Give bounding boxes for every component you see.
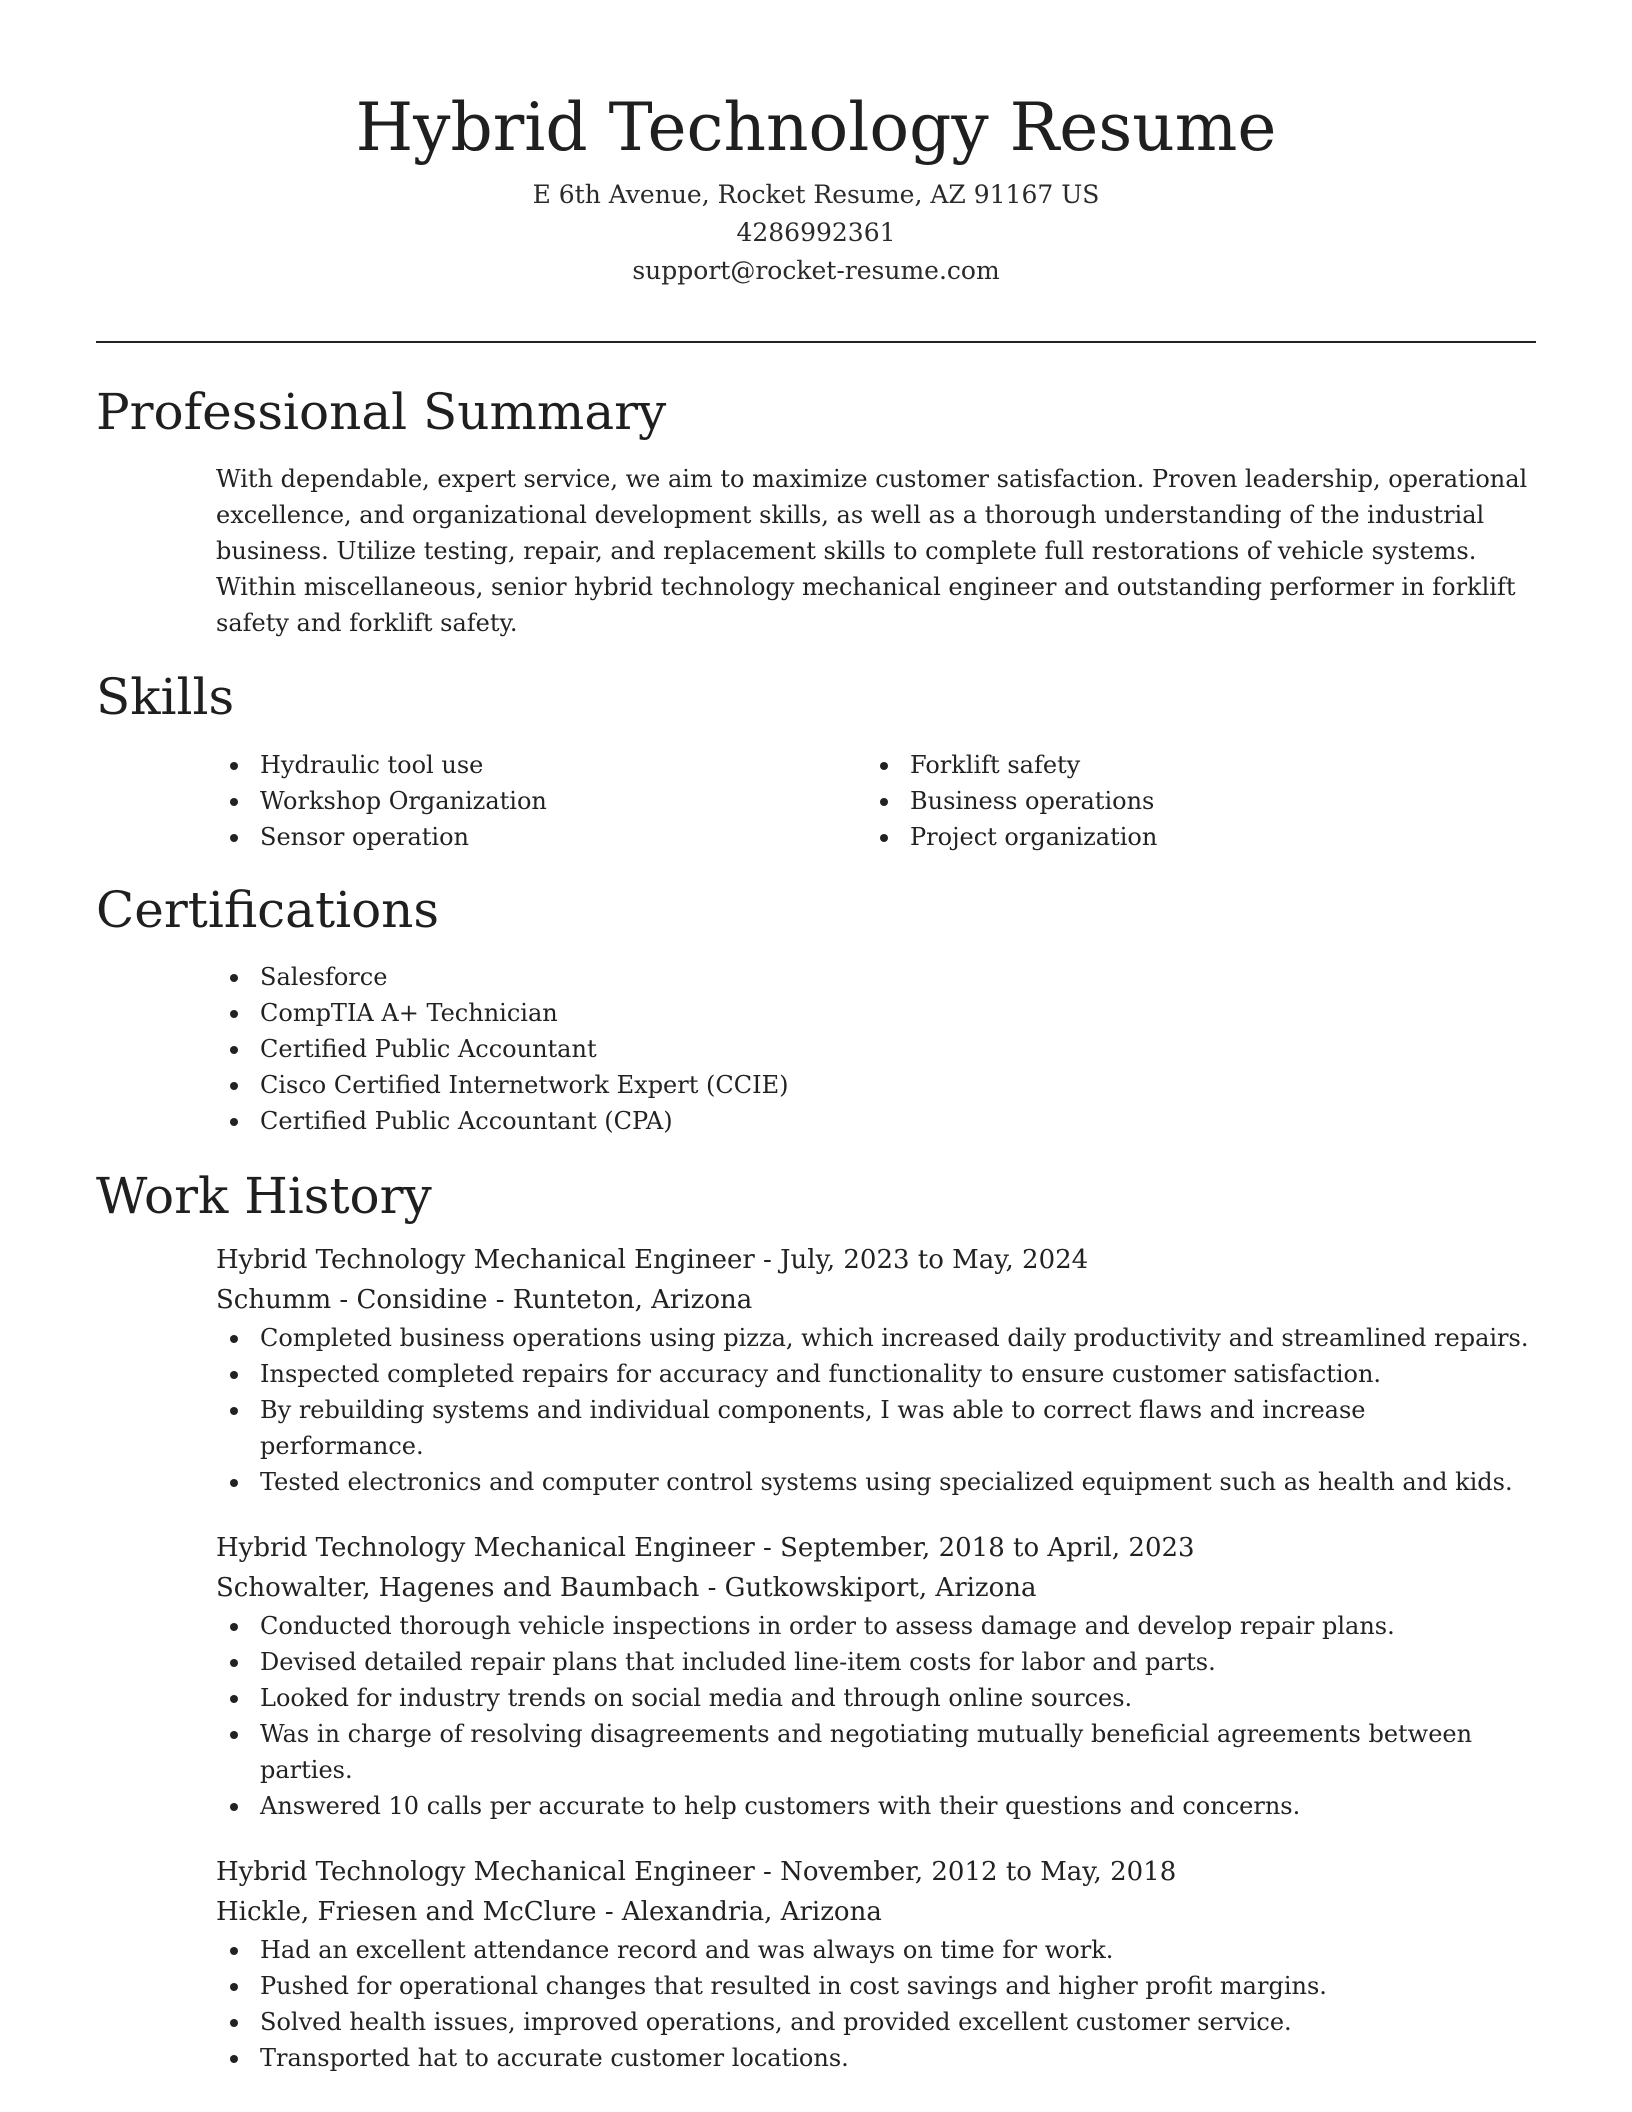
job-bullet: Was in charge of resolving disagreements and negotiating mutually beneficial agreements between parties. (216, 1716, 1536, 1788)
resume-header (96, 80, 1536, 290)
work-history-list (216, 1240, 1536, 2104)
job-bullet: Had an excellent attendance record and was always on time for work. (216, 1932, 1536, 1968)
job-dates: November, 2012 to May, 2018 (780, 1857, 1177, 1887)
job-company: Schumm - Considine (216, 1285, 488, 1315)
skill-item: Workshop Organization (216, 783, 547, 819)
certification-item: Certified Public Accountant (CPA) (216, 1103, 1536, 1139)
job-dates: July, 2023 to May, 2024 (780, 1245, 1089, 1275)
job-bullet: Transported hat to accurate customer locations. (216, 2040, 1536, 2076)
job-role: Hybrid Technology Mechanical Engineer (216, 1533, 755, 1563)
certification-item: Certified Public Accountant (216, 1031, 1536, 1067)
job-bullets (216, 1608, 1536, 1824)
job-bullets (216, 1932, 1536, 2076)
job-location: Gutkowskiport, Arizona (724, 1573, 1037, 1603)
job-bullet: Conducted thorough vehicle inspections in order to assess damage and develop repair plans. (216, 1608, 1536, 1644)
certification-item: Salesforce (216, 959, 1536, 995)
job-company-line: Hickle, Friesen and McClure - Alexandria, Arizona (216, 1897, 882, 1927)
job-entry (216, 1528, 1536, 1824)
job-title-line: Hybrid Technology Mechanical Engineer - November, 2012 to May, 2018 (216, 1857, 1177, 1887)
contact-block (96, 176, 1536, 290)
job-title-line: Hybrid Technology Mechanical Engineer - September, 2018 to April, 2023 (216, 1533, 1195, 1563)
summary-heading: Professional Summary (96, 383, 667, 441)
certifications-heading: Certifications (96, 881, 440, 939)
contact-phone: 4286992361 (736, 218, 896, 247)
contact-address: E 6th Avenue, Rocket Resume, AZ 91167 US (532, 180, 1100, 209)
job-bullet: Solved health issues, improved operations, and provided excellent customer service. (216, 2004, 1536, 2040)
job-dates: September, 2018 to April, 2023 (780, 1533, 1195, 1563)
skill-item: Forklift safety (866, 747, 1157, 783)
job-entry (216, 1240, 1536, 1500)
skill-item: Hydraulic tool use (216, 747, 547, 783)
job-company-line: Schumm - Considine - Runteton, Arizona (216, 1285, 753, 1315)
certifications-list (216, 959, 1536, 1139)
job-bullets (216, 1320, 1536, 1500)
job-location: Runteton, Arizona (512, 1285, 753, 1315)
job-bullet: Inspected completed repairs for accuracy and functionality to ensure customer satisfaction. (216, 1356, 1536, 1392)
job-bullet: Completed business operations using pizza, which increased daily productivity and streamlined repairs. (216, 1320, 1536, 1356)
skill-item: Project organization (866, 819, 1157, 855)
certification-item: CompTIA A+ Technician (216, 995, 1536, 1031)
job-role: Hybrid Technology Mechanical Engineer (216, 1245, 755, 1275)
job-company: Schowalter, Hagenes and Baumbach (216, 1573, 700, 1603)
summary-text: With dependable, expert service, we aim to maximize customer satisfaction. Proven leadership, operational excellence, and organizational development skills, as well as a thorough understanding of the industrial business. Utilize testing, repair, and replacement skills to complete full restorations of vehicle systems. Within miscellaneous, senior hybrid technology mechanical engineer and outstanding performer in forklift safety and forklift safety. (216, 465, 1528, 637)
job-entry (216, 1852, 1536, 2076)
contact-email: support@rocket-resume.com (632, 256, 1000, 285)
job-company: Hickle, Friesen and McClure (216, 1897, 597, 1927)
resume-name: Hybrid Technology Resume (355, 89, 1277, 166)
skills-list-left (216, 747, 547, 855)
skills-list-right (866, 747, 1157, 855)
header-divider (96, 341, 1536, 343)
job-bullet: Tested electronics and computer control systems using specialized equipment such as health and kids. (216, 1464, 1536, 1500)
skill-item: Business operations (866, 783, 1157, 819)
job-title-line: Hybrid Technology Mechanical Engineer - July, 2023 to May, 2024 (216, 1245, 1089, 1275)
work-history-heading: Work History (96, 1167, 432, 1225)
certification-item: Cisco Certified Internetwork Expert (CCIE) (216, 1067, 1536, 1103)
job-bullet: Answered 10 calls per accurate to help customers with their questions and concerns. (216, 1788, 1536, 1824)
skill-item: Sensor operation (216, 819, 547, 855)
job-role: Hybrid Technology Mechanical Engineer (216, 1857, 755, 1887)
job-company-line: Schowalter, Hagenes and Baumbach - Gutkowskiport, Arizona (216, 1573, 1037, 1603)
job-bullet: Looked for industry trends on social media and through online sources. (216, 1680, 1536, 1716)
job-location: Alexandria, Arizona (621, 1897, 882, 1927)
job-bullet: By rebuilding systems and individual components, I was able to correct flaws and increase performance. (216, 1392, 1536, 1464)
skills-heading: Skills (96, 668, 235, 726)
job-bullet: Devised detailed repair plans that included line-item costs for labor and parts. (216, 1644, 1536, 1680)
job-bullet: Pushed for operational changes that resulted in cost savings and higher profit margins. (216, 1968, 1536, 2004)
